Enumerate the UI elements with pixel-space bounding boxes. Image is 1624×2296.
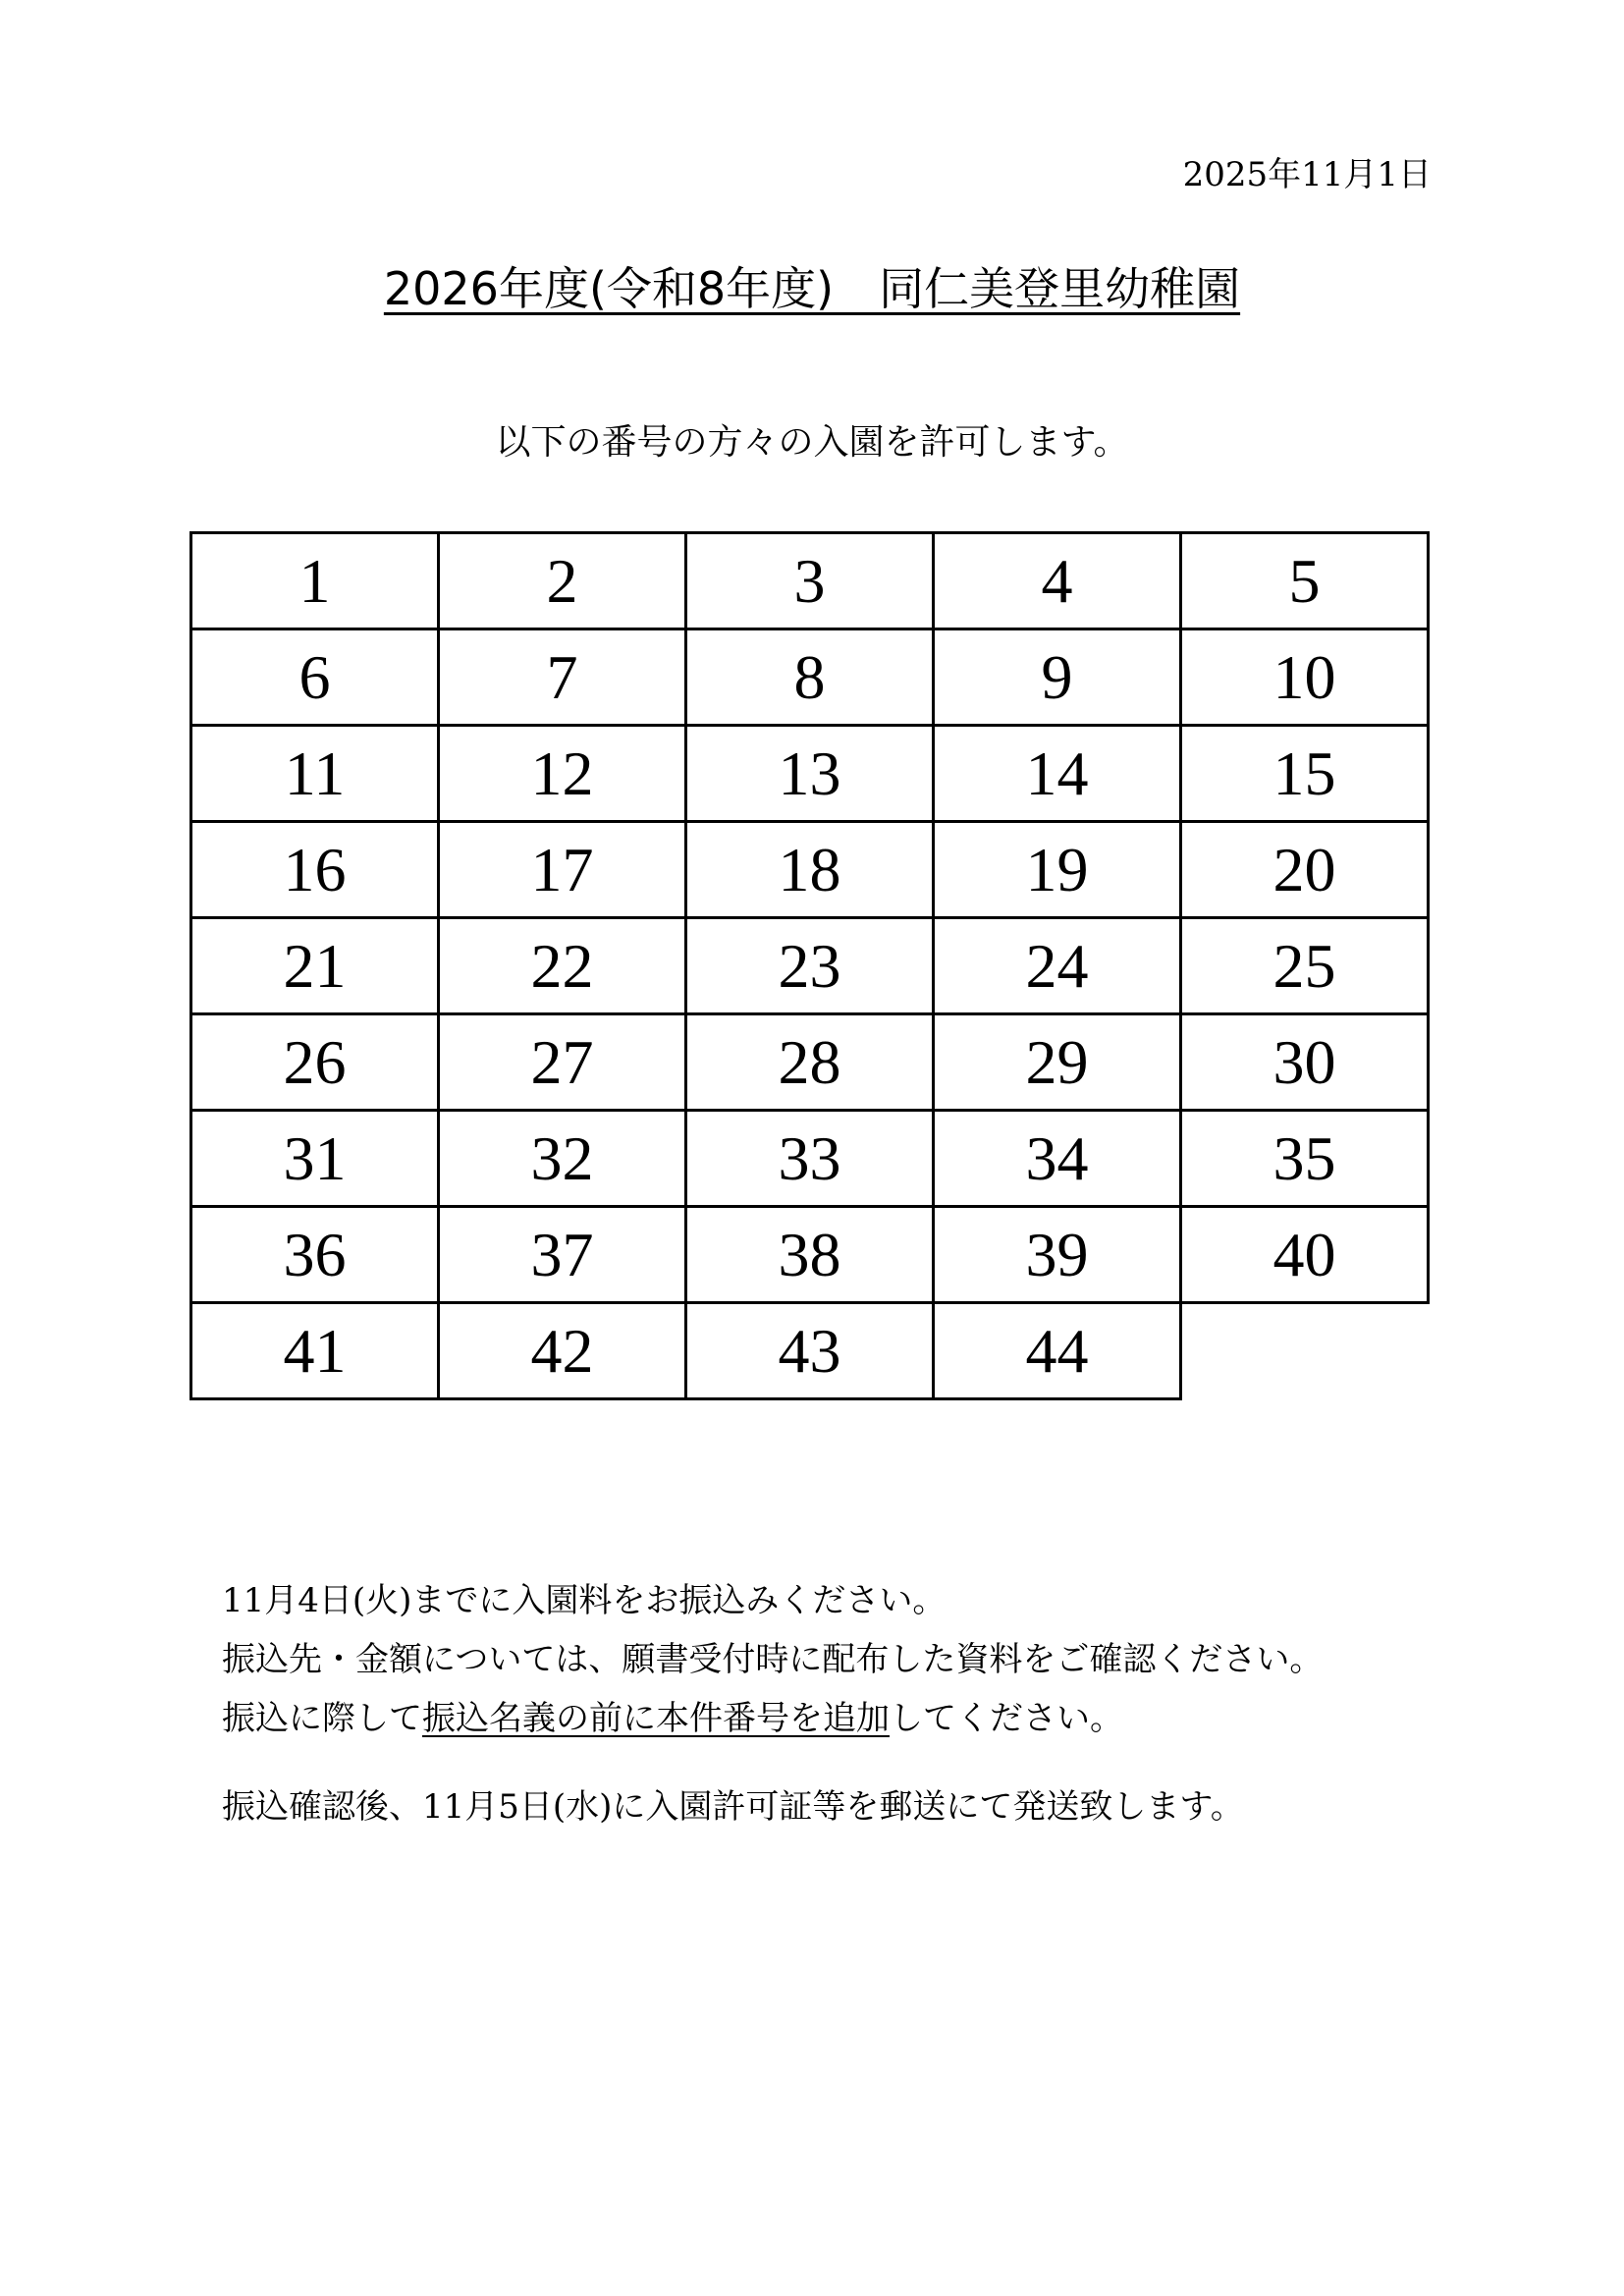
number-cell: 5	[1179, 531, 1430, 630]
number-cell: 39	[932, 1205, 1182, 1304]
number-cell: 38	[684, 1205, 935, 1304]
number-cell: 16	[189, 820, 440, 919]
admitted-number-table	[189, 531, 1442, 1427]
number-cell: 14	[932, 724, 1182, 823]
note-transfer-name-emphasis: 振込名義の前に本件番号を追加	[422, 1699, 890, 1738]
number-cell: 12	[437, 724, 687, 823]
number-cell: 21	[189, 916, 440, 1015]
number-cell: 13	[684, 724, 935, 823]
number-cell: 7	[437, 628, 687, 727]
number-cell: 34	[932, 1109, 1182, 1208]
title-text: 2026年度(令和8年度) 同仁美登里幼稚園	[383, 262, 1241, 315]
number-cell: 19	[932, 820, 1182, 919]
number-cell: 43	[684, 1301, 935, 1400]
number-cell: 17	[437, 820, 687, 919]
number-cell: 35	[1179, 1109, 1430, 1208]
number-cell: 32	[437, 1109, 687, 1208]
number-cell: 29	[932, 1012, 1182, 1112]
number-cell: 24	[932, 916, 1182, 1015]
number-cell: 9	[932, 628, 1182, 727]
number-cell: 27	[437, 1012, 687, 1112]
number-cell: 6	[189, 628, 440, 727]
payment-notes	[222, 1571, 1498, 1836]
number-cell: 23	[684, 916, 935, 1015]
number-cell: 1	[189, 531, 440, 630]
number-cell: 42	[437, 1301, 687, 1400]
number-cell: 40	[1179, 1205, 1430, 1304]
number-cell: 4	[932, 531, 1182, 630]
number-cell: 2	[437, 531, 687, 630]
document-date: 2025年11月1日	[1182, 155, 1432, 194]
note-transfer-name	[222, 1689, 1498, 1748]
note-payment-deadline: 11月4日(火)までに入園料をお振込みください。	[222, 1581, 947, 1620]
number-cell: 8	[684, 628, 935, 727]
number-cell: 26	[189, 1012, 440, 1112]
number-cell: 44	[932, 1301, 1182, 1400]
number-cell: 25	[1179, 916, 1430, 1015]
note-transfer-name-prefix: 振込に際して	[222, 1699, 422, 1738]
number-cell: 18	[684, 820, 935, 919]
number-cell: 30	[1179, 1012, 1430, 1112]
number-cell: 11	[189, 724, 440, 823]
note-mailing: 振込確認後、11月5日(水)に入園許可証等を郵送にて発送致します。	[222, 1787, 1244, 1827]
number-cell: 33	[684, 1109, 935, 1208]
admission-statement: 以下の番号の方々の入園を許可します。	[495, 422, 1129, 463]
number-cell: 31	[189, 1109, 440, 1208]
number-cell: 41	[189, 1301, 440, 1400]
number-cell: 37	[437, 1205, 687, 1304]
note-transfer-name-suffix: してください。	[890, 1699, 1123, 1738]
number-cell: 15	[1179, 724, 1430, 823]
number-cell: 28	[684, 1012, 935, 1112]
number-cell: 20	[1179, 820, 1430, 919]
number-cell: 36	[189, 1205, 440, 1304]
number-cell: 22	[437, 916, 687, 1015]
number-cell: 10	[1179, 628, 1430, 727]
number-cell: 3	[684, 531, 935, 630]
document-title	[0, 253, 1624, 318]
note-payment-details: 振込先・金額については、願書受付時に配布した資料をご確認ください。	[222, 1640, 1324, 1679]
